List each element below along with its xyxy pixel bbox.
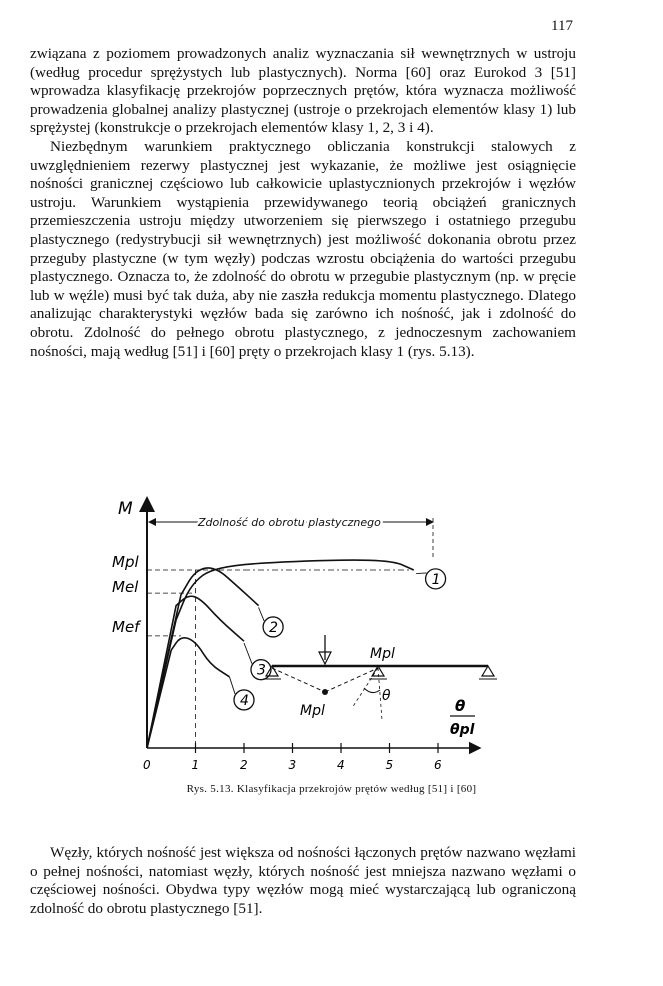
y-level-mef: Mef [112,618,140,636]
text-block-bottom [30,844,576,918]
chart-svg [100,490,520,775]
paragraph: związana z poziomem prowadzonych analiz wyznaczania sił wewnętrznych w ustroju (według procedur sprężystych lub plastycznych). Norma [60] oraz Eurokod 3 [51] wprowadza klasyfikację przekrojów poprzecznych prętów, która wyznacza możliwość prowadzenia globalnej analizy plastycznej (ustroje o przekrojach elementów klasy 1) lub sprężystej (konstrukcje o przekrojach elementów klasy 1, 2, 3 i 4). [30,45,576,137]
paragraph: Węzły, których nośność jest większa od nośności łączonych prętów nazwano węzłami o pełnej nośności, natomiast węzły, których nośność jest mniejsza nazwano węzłami o częściowej nośności. Obydwa typy węzłów mogą mieć wystarczającą lub ograniczoną zdolność do obrotu plastycznego [51]. [30,844,576,917]
curve-label: 4 [240,692,249,709]
text-block-top [30,45,576,361]
x-tick-label: 6 [434,758,442,772]
rotation-capacity-label: Zdolność do obrotu plastycznego [198,516,381,529]
curve-label: 1 [431,571,441,588]
x-tick-label: 4 [337,758,345,772]
x-tick-label: 5 [385,758,394,772]
x-tick-label: 2 [240,758,248,772]
x-axis-label-den: θpl [450,722,475,738]
curve-2 [147,568,259,748]
y-axis-label: M [118,499,133,519]
page-number: 117 [551,18,573,34]
curve-label: 2 [269,619,279,636]
x-axis-label-num: θ [455,697,466,715]
x-tick-label: 3 [288,758,297,772]
y-level-mpl: Mpl [112,553,139,571]
figure-classification-chart [100,490,520,775]
y-level-mel: Mel [112,578,139,596]
figure-caption: Rys. 5.13. Klasyfikacja przekrojów prętów według [51] i [60] [186,783,477,795]
curve-label: 3 [256,662,266,679]
inset-moment-top: Mpl [370,646,395,662]
x-tick-label: 1 [191,758,200,772]
x-tick-label: 0 [143,758,151,772]
paragraph: Niezbędnym warunkiem praktycznego obliczania konstrukcji stalowych z uwzględnieniem rezerwy plastycznej jest wykazanie, że możliwe jest osiągnięcie nośności granicznej częściowo lub całkowicie uplastycznionych przekrojów i węzłów ustroju. Warunkiem wystąpienia przewidywanego teorią obciążeń granicznych przemieszczenia ustroju między utworzeniem się pierwszego i ostatniego przegubu plastycznego (redystrybucji sił wewnętrznych) jest możliwość dokonania obrotu przez przeguby plastyczne (w tym węzły) podczas wzrostu obciążenia do wartości przegubu plastycznego. Oznacza to, że zdolność do obrotu w przegubie plastycznym (np. w pręcie lub w węźle) musi być tak duża, aby nie zaszła redukcja momentu plastycznego. Dlatego analizując charakterystyki węzłów bada się zarówno ich nośność, jak i zdolność do obrotu. Zdolność do pełnego obrotu plastycznego, z jednoczesnym zachowaniem nośności, mają według [51] i [60] pręty o przekrojach klasy 1 (rys. 5.13). [30,137,576,360]
inset-moment-bottom: Mpl [300,703,325,719]
curves [147,560,446,748]
inset-rotation: θ [382,688,391,704]
